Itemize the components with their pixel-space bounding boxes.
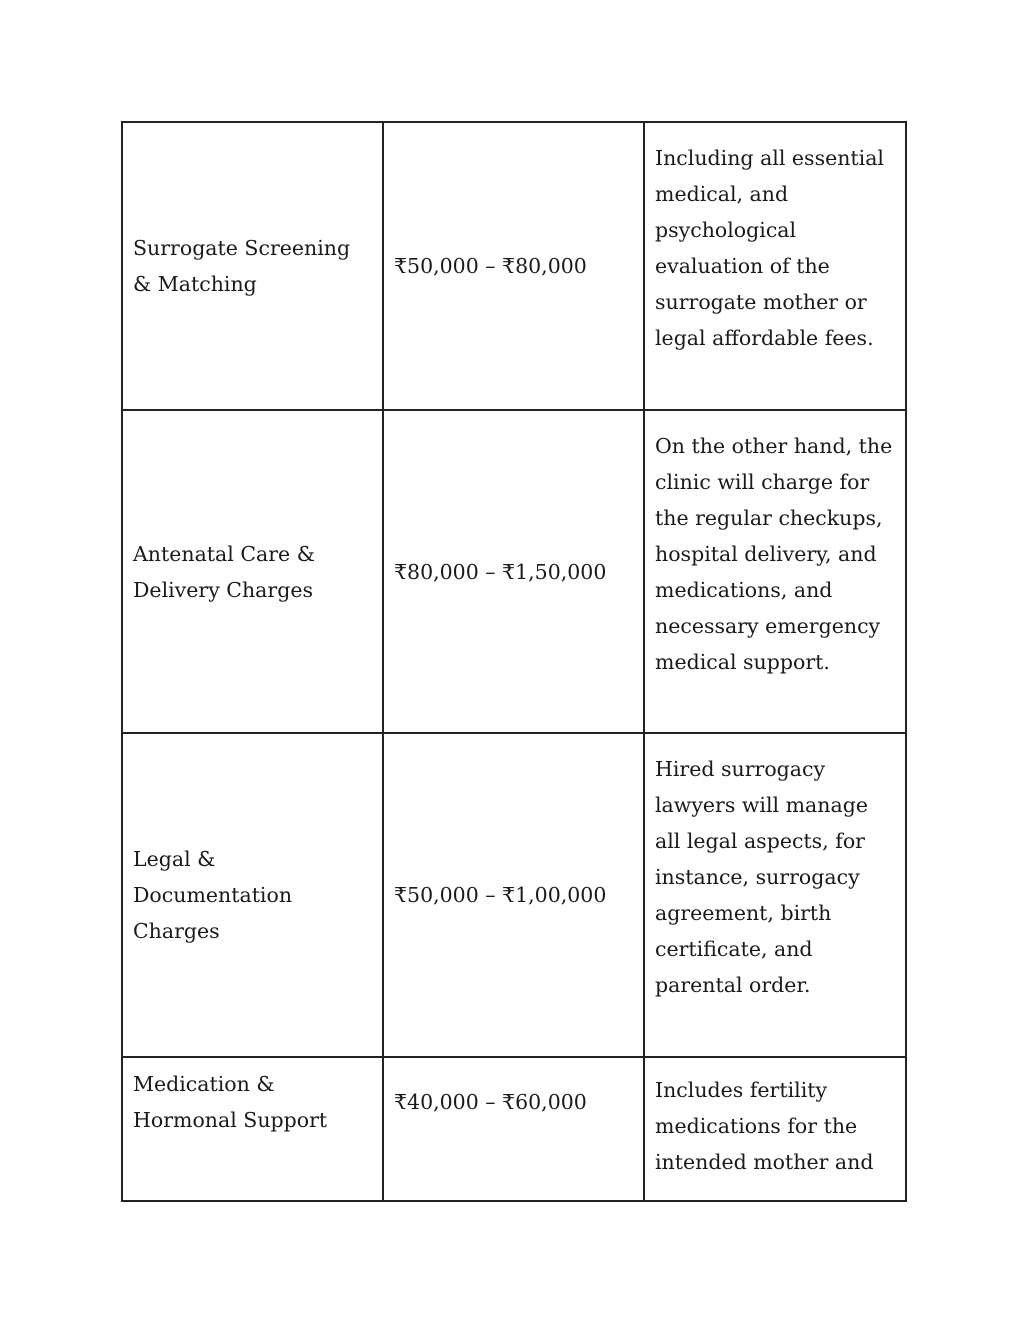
description-text: Includes fertility medications for the intended mother and — [655, 1078, 874, 1174]
description-cell — [644, 410, 906, 733]
cost-cell: ₹50,000 – ₹80,000 — [383, 122, 644, 410]
cost-cell: ₹50,000 – ₹1,00,000 — [383, 733, 644, 1057]
service-cell: Surrogate Screening & Matching — [122, 122, 383, 410]
table-row — [122, 410, 906, 733]
description-text: On the other hand, the clinic will charge for the regular checkups, hospital delivery, and medications, and necessary emergency medical support. — [655, 433, 893, 674]
table-row — [122, 1057, 906, 1201]
description-cell — [644, 733, 906, 1057]
service-cell: Legal & Documentation Charges — [122, 733, 383, 1057]
description-cell — [644, 1057, 906, 1201]
surrogacy-cost-table — [121, 121, 907, 1202]
description-text: Hired surrogacy lawyers will manage all legal aspects, for instance, surrogacy agreement, birth certificate, and parental order. — [655, 757, 868, 997]
table-row — [122, 122, 906, 410]
cost-cell: ₹40,000 – ₹60,000 — [383, 1057, 644, 1201]
description-cell — [644, 122, 906, 410]
service-cell: Antenatal Care & Delivery Charges — [122, 410, 383, 733]
service-cell: Medication & Hormonal Support — [122, 1057, 383, 1201]
cost-cell: ₹80,000 – ₹1,50,000 — [383, 410, 644, 733]
table-row — [122, 733, 906, 1057]
description-text: Including all essential medical, and psychological evaluation of the surrogate mother or legal affordable fees. — [655, 146, 884, 350]
